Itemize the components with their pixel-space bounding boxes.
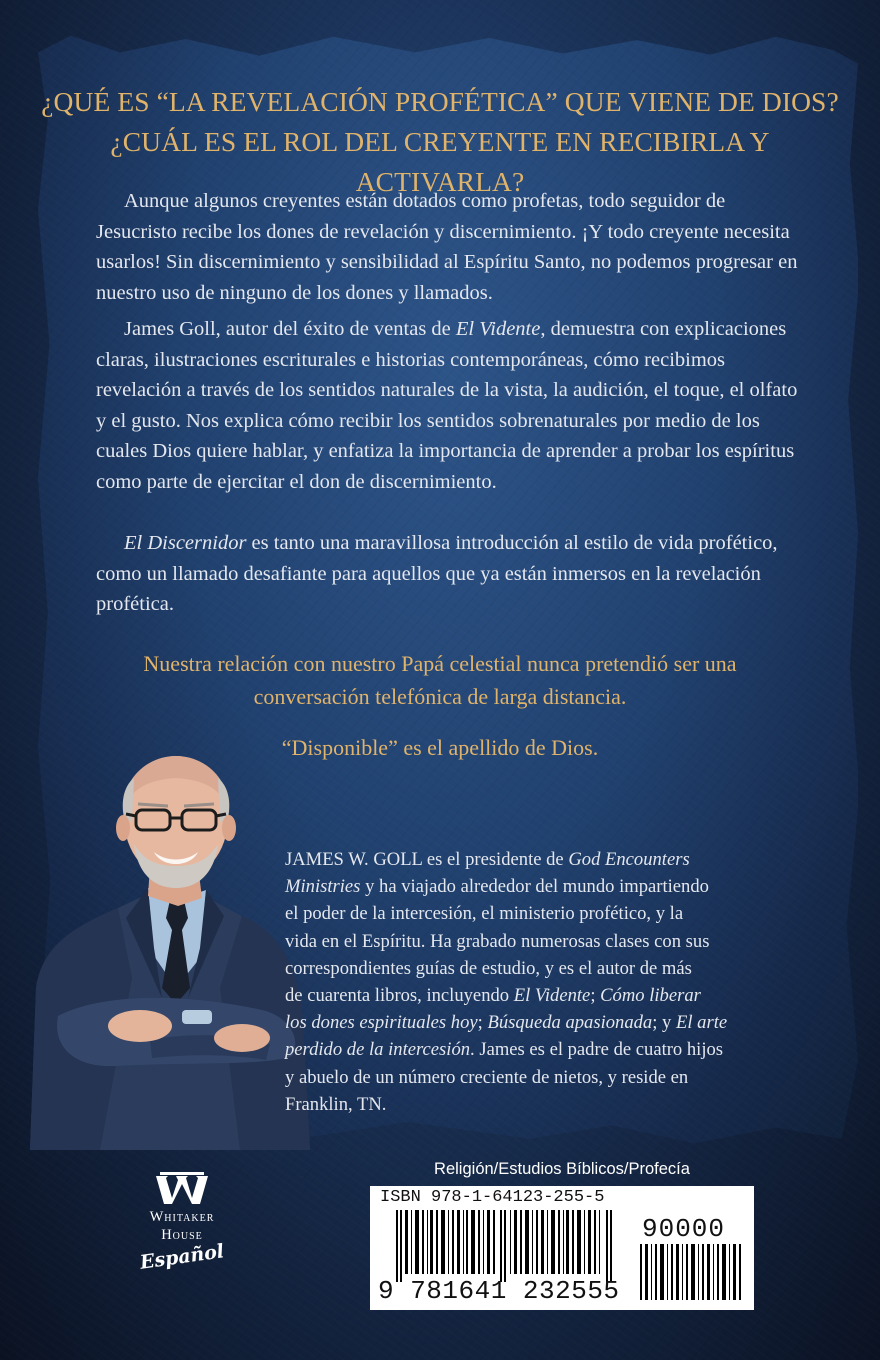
ean-number: 9 781641 232555	[378, 1276, 620, 1306]
ean-bars	[394, 1210, 624, 1282]
bio-line-6	[285, 982, 825, 1009]
price-code: 90000	[642, 1214, 726, 1244]
bio-line-8	[285, 1036, 825, 1063]
paragraph-3-text-after: es tanto una maravillosa introducción al estilo de vida profético, como un llamado desafiante para aquellos que ya están inmersos en la revelación profética.	[96, 532, 778, 615]
headline-question-2: ¿CUÁL ES EL ROL DEL CREYENTE EN RECIBIRLA Y ACTIVARLA?	[110, 126, 770, 197]
paragraph-1-text: Aunque algunos creyentes están dotados como profetas, todo seguidor de Jesucristo recibe los dones de revelación y discernimiento. ¡Y todo creyente necesita usarlos! Sin discernimiento y sensibilidad al Espíritu Santo, no podemos progresar en nuestro uso de ninguno de los dones y llamados.	[96, 190, 798, 304]
ministry-name-cont: Ministries	[285, 876, 361, 898]
bio-text: ; y	[652, 1012, 676, 1034]
author-photo	[30, 748, 310, 1150]
book-title-el-vidente: El Vidente	[455, 318, 541, 340]
bio-line-4: vida en el Espíritu. Ha grabado numerosas clases con sus	[285, 930, 710, 952]
author-bio	[285, 846, 825, 1118]
bio-text: ;	[590, 985, 601, 1007]
ministry-name: God Encounters	[568, 849, 690, 870]
bio-text: ;	[477, 1012, 488, 1034]
publisher-name-line-2: House	[161, 1227, 203, 1243]
isbn-number: ISBN 978-1-64123-255-5	[380, 1188, 605, 1207]
paragraph-2-text-after: , demuestra con explicaciones claras, ilustraciones escriturales e historias contemporáneas, cómo recibimos revelación a través de los sentidos naturales de la vista, la audición, el toque, el olfato y el gusto. Nos explica cómo recibir los sentidos sobrenaturales por medio de los cuales Dios quiere hablar, y enfatiza la importancia de aprender a probar los espíritus como parte de ejercitar el don de discernimiento.	[96, 318, 798, 493]
bio-text: de cuarenta libros, incluyendo	[285, 985, 514, 1007]
bio-line-7	[285, 1009, 825, 1036]
publisher-logo	[112, 1170, 252, 1290]
bio-line-3: el poder de la intercesión, el ministerio profético, y la	[285, 903, 684, 925]
description-paragraph-2	[96, 314, 808, 497]
headline-question-1: ¿QUÉ ES “LA REVELACIÓN PROFÉTICA” QUE VIENE DE DIOS?	[41, 86, 839, 117]
pull-quote-line-2: conversación telefónica de larga distancia.	[253, 684, 627, 709]
category-label: Religión/Estudios Bíblicos/Profecía	[434, 1160, 690, 1178]
book-title: El Vidente	[513, 985, 591, 1007]
pull-quote-line-3: “Disponible” es el apellido de Dios.	[281, 735, 599, 760]
bio-line-5: correspondientes guías de estudio, y es el autor de más	[285, 957, 692, 979]
publisher-espanol: Español	[138, 1240, 226, 1274]
bio-text: . James es el padre de cuatro hijos	[470, 1039, 724, 1061]
book-title: Búsqueda apasionada	[487, 1012, 653, 1034]
bio-text: JAMES W. GOLL es el presidente de	[285, 849, 569, 870]
pull-quote-line-1: Nuestra relación con nuestro Papá celestial nunca pretendió ser una	[143, 651, 737, 676]
addon-bars	[638, 1244, 744, 1300]
book-title-el-discernidor: El Discernidor	[124, 532, 247, 554]
bio-text: y ha viajado alrededor del mundo impartiendo	[360, 876, 709, 898]
paragraph-2-text-before: James Goll, autor del éxito de ventas de	[124, 318, 456, 340]
description-paragraph-3	[96, 528, 808, 620]
publisher-name-line-1: Whitaker	[149, 1209, 215, 1225]
book-title: los dones espirituales hoy	[285, 1012, 478, 1034]
bio-line-2	[285, 873, 825, 900]
bio-line-9: y abuelo de un número creciente de nietos, y reside en	[285, 1066, 689, 1088]
book-title: El arte	[676, 1012, 728, 1034]
isbn-barcode	[370, 1186, 754, 1310]
book-title: perdido de la intercesión	[285, 1039, 471, 1061]
book-title: Cómo liberar	[600, 985, 701, 1007]
bio-line-10: Franklin, TN.	[285, 1093, 387, 1115]
whitaker-w-icon	[152, 1170, 212, 1208]
bio-line-1	[285, 846, 825, 873]
description-paragraph-1	[96, 186, 808, 308]
